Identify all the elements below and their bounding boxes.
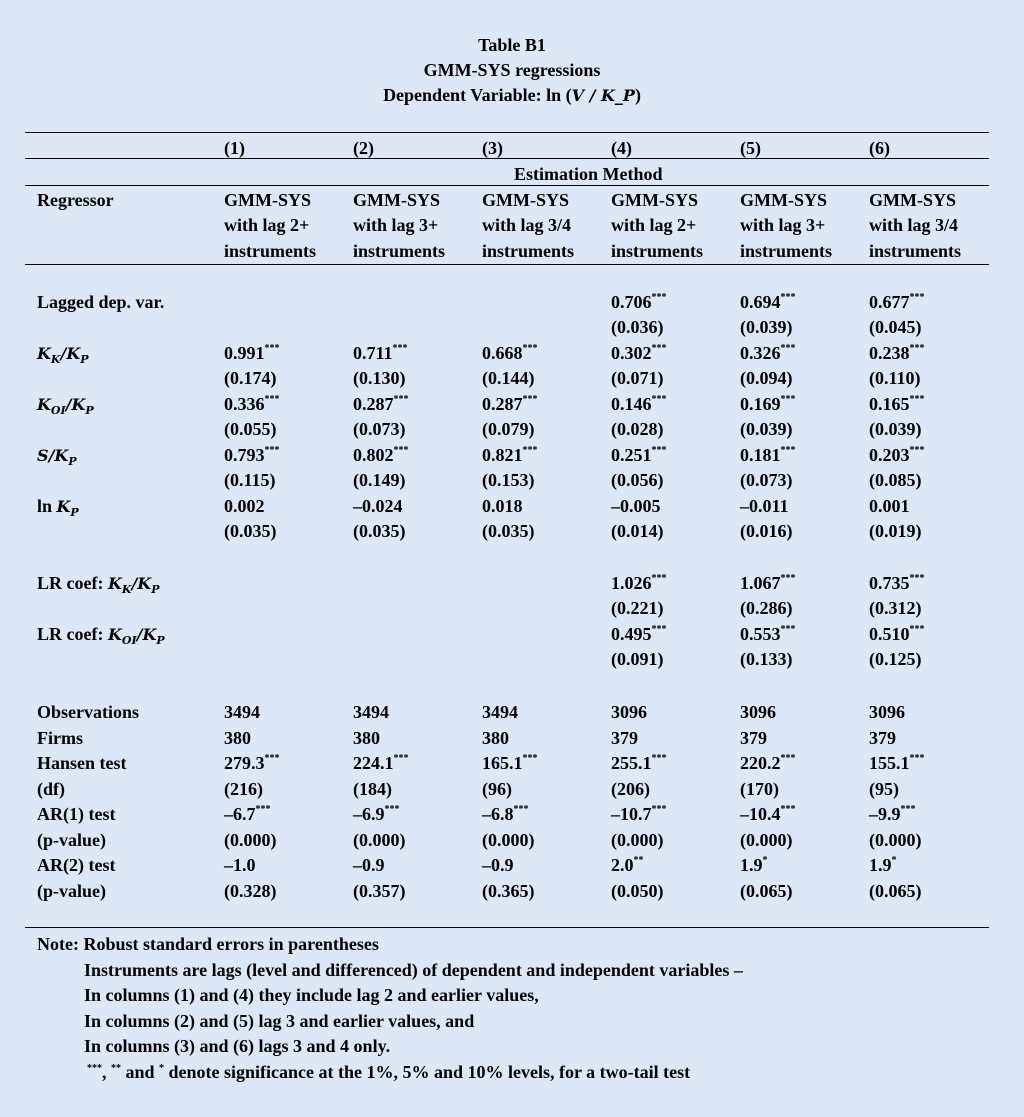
method-line: with lag 3+ (353, 215, 439, 235)
coefficient: 0.668*** (482, 343, 538, 363)
method-line: GMM-SYS (482, 190, 569, 210)
standard-error: (0.073) (353, 419, 406, 439)
coefficient: 0.287*** (353, 394, 409, 414)
coefficient: 0.553*** (740, 624, 796, 644)
coefficient: 0.251*** (611, 445, 667, 465)
column-number: (5) (740, 138, 761, 158)
rule-top (25, 132, 989, 133)
statistic-value: (0.000) (224, 829, 277, 850)
standard-error: (0.071) (611, 368, 664, 388)
standard-error: (0.019) (869, 521, 922, 541)
coefficient: 0.694*** (740, 292, 796, 312)
column-number: (4) (611, 138, 632, 158)
statistic-value: (0.065) (740, 880, 793, 901)
coefficient: 0.495*** (611, 624, 667, 644)
column-number: (2) (353, 138, 374, 158)
standard-error: (0.039) (869, 419, 922, 439)
standard-error: (0.055) (224, 419, 277, 439)
column-number: (6) (869, 138, 890, 158)
method-line: GMM-SYS (611, 190, 698, 210)
statistic-value: (0.000) (482, 829, 535, 850)
statistic-value: 3494 (224, 702, 260, 722)
statistic-value: 3494 (353, 702, 389, 722)
statistic-value: (0.000) (869, 829, 922, 850)
statistic-value: –0.9 (482, 855, 514, 875)
column-number: (1) (224, 138, 245, 158)
statistic-label: AR(1) test (37, 804, 116, 824)
standard-error: (0.125) (869, 649, 922, 669)
standard-error: (0.035) (353, 521, 406, 541)
method-line: instruments (482, 241, 575, 261)
standard-error: (0.133) (740, 649, 793, 669)
table-notes (37, 932, 743, 1085)
statistic-value: 155.1*** (869, 753, 925, 773)
coefficient: 0.677*** (869, 292, 925, 312)
regressor-label: $K_K/K_P$ (37, 344, 89, 367)
method-line: with lag 3/4 (869, 215, 959, 235)
standard-error: (0.079) (482, 419, 535, 439)
method-line: instruments (869, 241, 962, 261)
statistic-value: (0.357) (353, 880, 406, 901)
standard-error: (0.035) (224, 521, 277, 541)
rule-header-bottom (25, 264, 989, 265)
coefficient: –0.005 (611, 496, 661, 516)
standard-error: (0.045) (869, 317, 922, 337)
statistic-value: –0.9 (353, 855, 385, 875)
lr-coef-label: LR coef: $K_{OI}/K_P$ (37, 624, 165, 648)
dependent-variable: Dependent Variable: ln (V / K_P) (383, 85, 641, 105)
statistic-value: 3096 (869, 702, 905, 722)
coefficient: 0.711*** (353, 343, 408, 363)
statistic-value: 3096 (611, 702, 647, 722)
statistic-value: –6.8*** (482, 804, 529, 824)
method-line: GMM-SYS (740, 190, 827, 210)
table-title: Table B1 (478, 35, 546, 55)
statistic-value: (0.000) (353, 829, 406, 850)
regressor-label: $K_{OI}/K_P$ (37, 395, 94, 418)
column-number: (3) (482, 138, 503, 158)
note-significance: ***, ** and * denote significance at the 1%, 5% and 10% levels, for a two-tail test (87, 1061, 691, 1082)
statistic-value: 220.2*** (740, 753, 796, 773)
coefficient: 0.336*** (224, 394, 280, 414)
coefficient: 0.203*** (869, 445, 925, 465)
statistic-value: 1.9* (869, 855, 897, 875)
statistic-value: 2.0** (611, 855, 644, 875)
coefficient: 0.002 (224, 496, 265, 516)
coefficient: 0.821*** (482, 445, 538, 465)
coefficient: 0.326*** (740, 343, 796, 363)
standard-error: (0.039) (740, 317, 793, 337)
statistic-value: –1.0 (224, 855, 256, 875)
statistic-value: (0.065) (869, 880, 922, 901)
table-subtitle: GMM-SYS regressions (423, 60, 601, 80)
standard-error: (0.028) (611, 419, 664, 439)
statistic-value: 3096 (740, 702, 776, 722)
statistic-value: –9.9*** (869, 804, 916, 824)
standard-error: (0.056) (611, 470, 664, 490)
method-line: instruments (611, 241, 704, 261)
method-line: with lag 2+ (224, 215, 310, 235)
coefficient: 0.146*** (611, 394, 667, 414)
statistic-value: 380 (482, 727, 509, 748)
statistic-value: 380 (353, 727, 380, 748)
standard-error: (0.149) (353, 470, 406, 490)
coefficient: 0.287*** (482, 394, 538, 414)
standard-error: (0.286) (740, 598, 793, 618)
statistic-value: 279.3*** (224, 753, 280, 773)
statistic-value: (0.000) (611, 829, 664, 850)
statistic-value: (206) (611, 778, 650, 799)
standard-error: (0.115) (224, 470, 276, 490)
statistic-value: 255.1*** (611, 753, 667, 773)
coefficient: 0.793*** (224, 445, 280, 465)
standard-error: (0.036) (611, 317, 664, 337)
statistic-value: –10.4*** (740, 804, 796, 824)
coefficient: 0.018 (482, 496, 523, 516)
method-line: instruments (224, 241, 317, 261)
lr-coef-label: LR coef: $K_K/K_P$ (37, 573, 160, 597)
method-line: with lag 3/4 (482, 215, 572, 235)
standard-error: (0.091) (611, 649, 664, 669)
statistic-value: 3494 (482, 702, 518, 722)
coefficient: –0.011 (740, 496, 789, 516)
statistic-value: (184) (353, 778, 392, 799)
method-line: GMM-SYS (224, 190, 311, 210)
statistic-value: (170) (740, 778, 779, 799)
method-line: with lag 2+ (611, 215, 697, 235)
method-line: GMM-SYS (869, 190, 956, 210)
statistic-label: (p-value) (37, 829, 106, 850)
statistic-value: 165.1*** (482, 753, 538, 773)
rule-estimation (25, 185, 989, 186)
table-header (0, 33, 1024, 108)
statistic-label: AR(2) test (37, 855, 116, 875)
coefficient: 0.001 (869, 496, 910, 516)
statistic-label: Hansen test (37, 753, 127, 773)
note-line: In columns (1) and (4) they include lag 2 and earlier values, (84, 985, 539, 1005)
estimation-method-heading: Estimation Method (514, 164, 663, 184)
coefficient: 0.238*** (869, 343, 925, 363)
statistic-value: (0.328) (224, 880, 277, 901)
coefficient: –0.024 (353, 496, 403, 516)
statistic-label: Firms (37, 727, 83, 748)
method-line: instruments (740, 241, 833, 261)
coefficient: 0.510*** (869, 624, 925, 644)
note-line: Note: Robust standard errors in parentheses (37, 934, 379, 954)
standard-error: (0.110) (869, 368, 921, 388)
method-line: with lag 3+ (740, 215, 826, 235)
coefficient: 0.706*** (611, 292, 667, 312)
statistic-value: (96) (482, 778, 512, 799)
statistic-value: 379 (740, 727, 767, 748)
standard-error: (0.039) (740, 419, 793, 439)
statistic-value: (216) (224, 778, 263, 799)
standard-error: (0.130) (353, 368, 406, 388)
statistic-value: 1.9* (740, 855, 768, 875)
statistic-label: (p-value) (37, 880, 106, 901)
standard-error: (0.073) (740, 470, 793, 490)
coefficient: 0.802*** (353, 445, 409, 465)
coefficient: 0.169*** (740, 394, 796, 414)
coefficient: 1.067*** (740, 573, 796, 593)
statistic-value: (0.365) (482, 880, 535, 901)
regressor-header: Regressor (37, 190, 114, 210)
rule-bottom (25, 927, 989, 928)
coefficient: 0.735*** (869, 573, 925, 593)
statistic-value: 379 (869, 727, 896, 748)
regressor-label: $\ln K_P$ (37, 496, 79, 520)
note-line: Instruments are lags (level and differenced) of dependent and independent variables – (84, 959, 743, 980)
statistic-value: 380 (224, 727, 251, 748)
standard-error: (0.174) (224, 368, 277, 388)
regressor-label: $S/K_P$ (37, 446, 77, 469)
standard-error: (0.312) (869, 598, 922, 618)
coefficient: 0.302*** (611, 343, 667, 363)
method-line: instruments (353, 241, 446, 261)
standard-error: (0.085) (869, 470, 922, 490)
standard-error: (0.016) (740, 521, 793, 541)
statistic-value: 224.1*** (353, 753, 409, 773)
statistic-label: Observations (37, 702, 140, 722)
standard-error: (0.153) (482, 470, 535, 490)
coefficient: 0.181*** (740, 445, 796, 465)
statistic-label: (df) (37, 778, 65, 799)
standard-error: (0.221) (611, 598, 664, 618)
standard-error: (0.014) (611, 521, 664, 541)
statistic-value: (95) (869, 778, 899, 799)
coefficient: 0.165*** (869, 394, 925, 414)
statistic-value: (0.050) (611, 880, 664, 901)
standard-error: (0.144) (482, 368, 535, 388)
regressor-label: Lagged dep. var. (37, 292, 165, 312)
rule-col-numbers (25, 158, 989, 159)
statistic-value: (0.000) (740, 829, 793, 850)
statistic-value: –10.7*** (611, 804, 667, 824)
method-line: GMM-SYS (353, 190, 440, 210)
statistic-value: –6.9*** (353, 804, 400, 824)
note-line: In columns (2) and (5) lag 3 and earlier values, and (84, 1010, 475, 1031)
standard-error: (0.094) (740, 368, 793, 388)
note-line: In columns (3) and (6) lags 3 and 4 only. (84, 1036, 391, 1056)
standard-error: (0.035) (482, 521, 535, 541)
coefficient: 1.026*** (611, 573, 667, 593)
statistic-value: –6.7*** (224, 804, 271, 824)
coefficient: 0.991*** (224, 343, 280, 363)
statistic-value: 379 (611, 727, 638, 748)
dep-var-math: V / K_P (571, 86, 635, 105)
